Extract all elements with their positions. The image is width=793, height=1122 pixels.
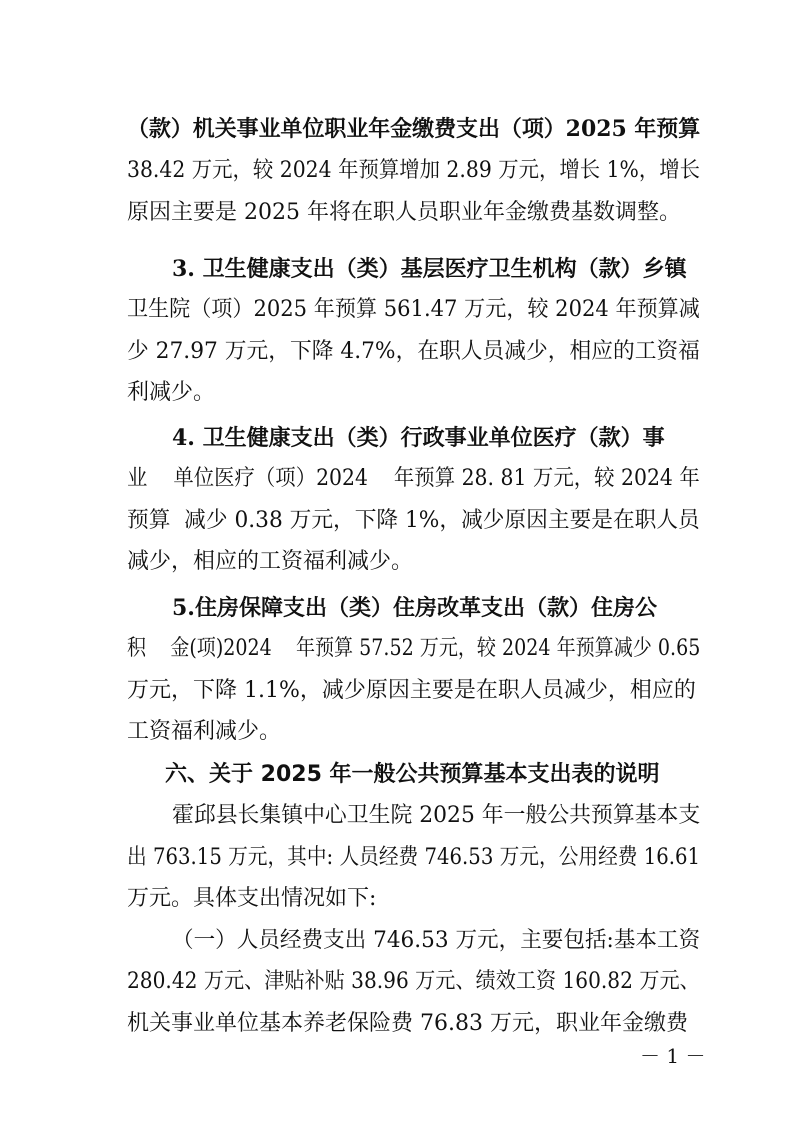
- text-line-9: 业 单位医疗（项）2024 年预算 28. 81 万元，较 2024 年: [127, 466, 700, 491]
- text-line-19: 万元。具体支出情况如下:: [127, 886, 377, 911]
- text-line-6: 少 27.97 万元，下降 4.7%，在职人员减少，相应的工资福: [127, 339, 700, 364]
- page-number: － 1 －: [640, 1044, 706, 1068]
- text-line-18: 出 763.15 万元，其中: 人员经费 746.53 万元，公用经费 16.61: [127, 845, 701, 870]
- text-line-13: 积 金(项)2024 年预算 57.52 万元，较 2024 年预算减少 0.65: [127, 636, 701, 661]
- text-line-5: 卫生院（项）2025 年预算 561.47 万元，较 2024 年预算减: [127, 297, 700, 322]
- text-line-10: 预算 减少 0.38 万元，下降 1%，减少原因主要是在职人员: [127, 508, 700, 533]
- text-line-11: 减少，相应的工资福利减少。: [127, 549, 414, 574]
- text-line-7: 利减少。: [127, 380, 216, 405]
- text-line-17: 霍邱县长集镇中心卫生院 2025 年一般公共预算基本支: [172, 803, 701, 828]
- text-line-22: 机关事业单位基本养老保险费 76.83 万元，职业年金缴费: [127, 1011, 688, 1036]
- section-5-heading: 5.住房保障支出（类）住房改革支出（款）住房公: [172, 595, 657, 621]
- text-line-2: 38.42 万元，较 2024 年预算增加 2.89 万元，增长 1%，增长: [127, 158, 701, 183]
- text-line-1: （款）机关事业单位职业年金缴费支出（项）2025 年预算: [127, 116, 701, 142]
- text-line-20: （一）人员经费支出 746.53 万元，主要包括:基本工资: [172, 928, 701, 953]
- section-3-heading: 3. 卫生健康支出（类）基层医疗卫生机构（款）乡镇: [172, 256, 687, 282]
- text-line-14: 万元，下降 1.1%，减少原因主要是在职人员减少，相应的: [127, 678, 696, 703]
- section-six-heading: 六、关于 2025 年一般公共预算基本支出表的说明: [165, 762, 660, 787]
- section-4-heading: 4. 卫生健康支出（类）行政事业单位医疗（款）事: [172, 425, 665, 451]
- text-line-15: 工资福利减少。: [127, 719, 282, 744]
- text-line-21: 280.42 万元、津贴补贴 38.96 万元、绩效工资 160.82 万元、: [127, 969, 700, 994]
- text-line-3: 原因主要是 2025 年将在职人员职业年金缴费基数调整。: [127, 200, 681, 225]
